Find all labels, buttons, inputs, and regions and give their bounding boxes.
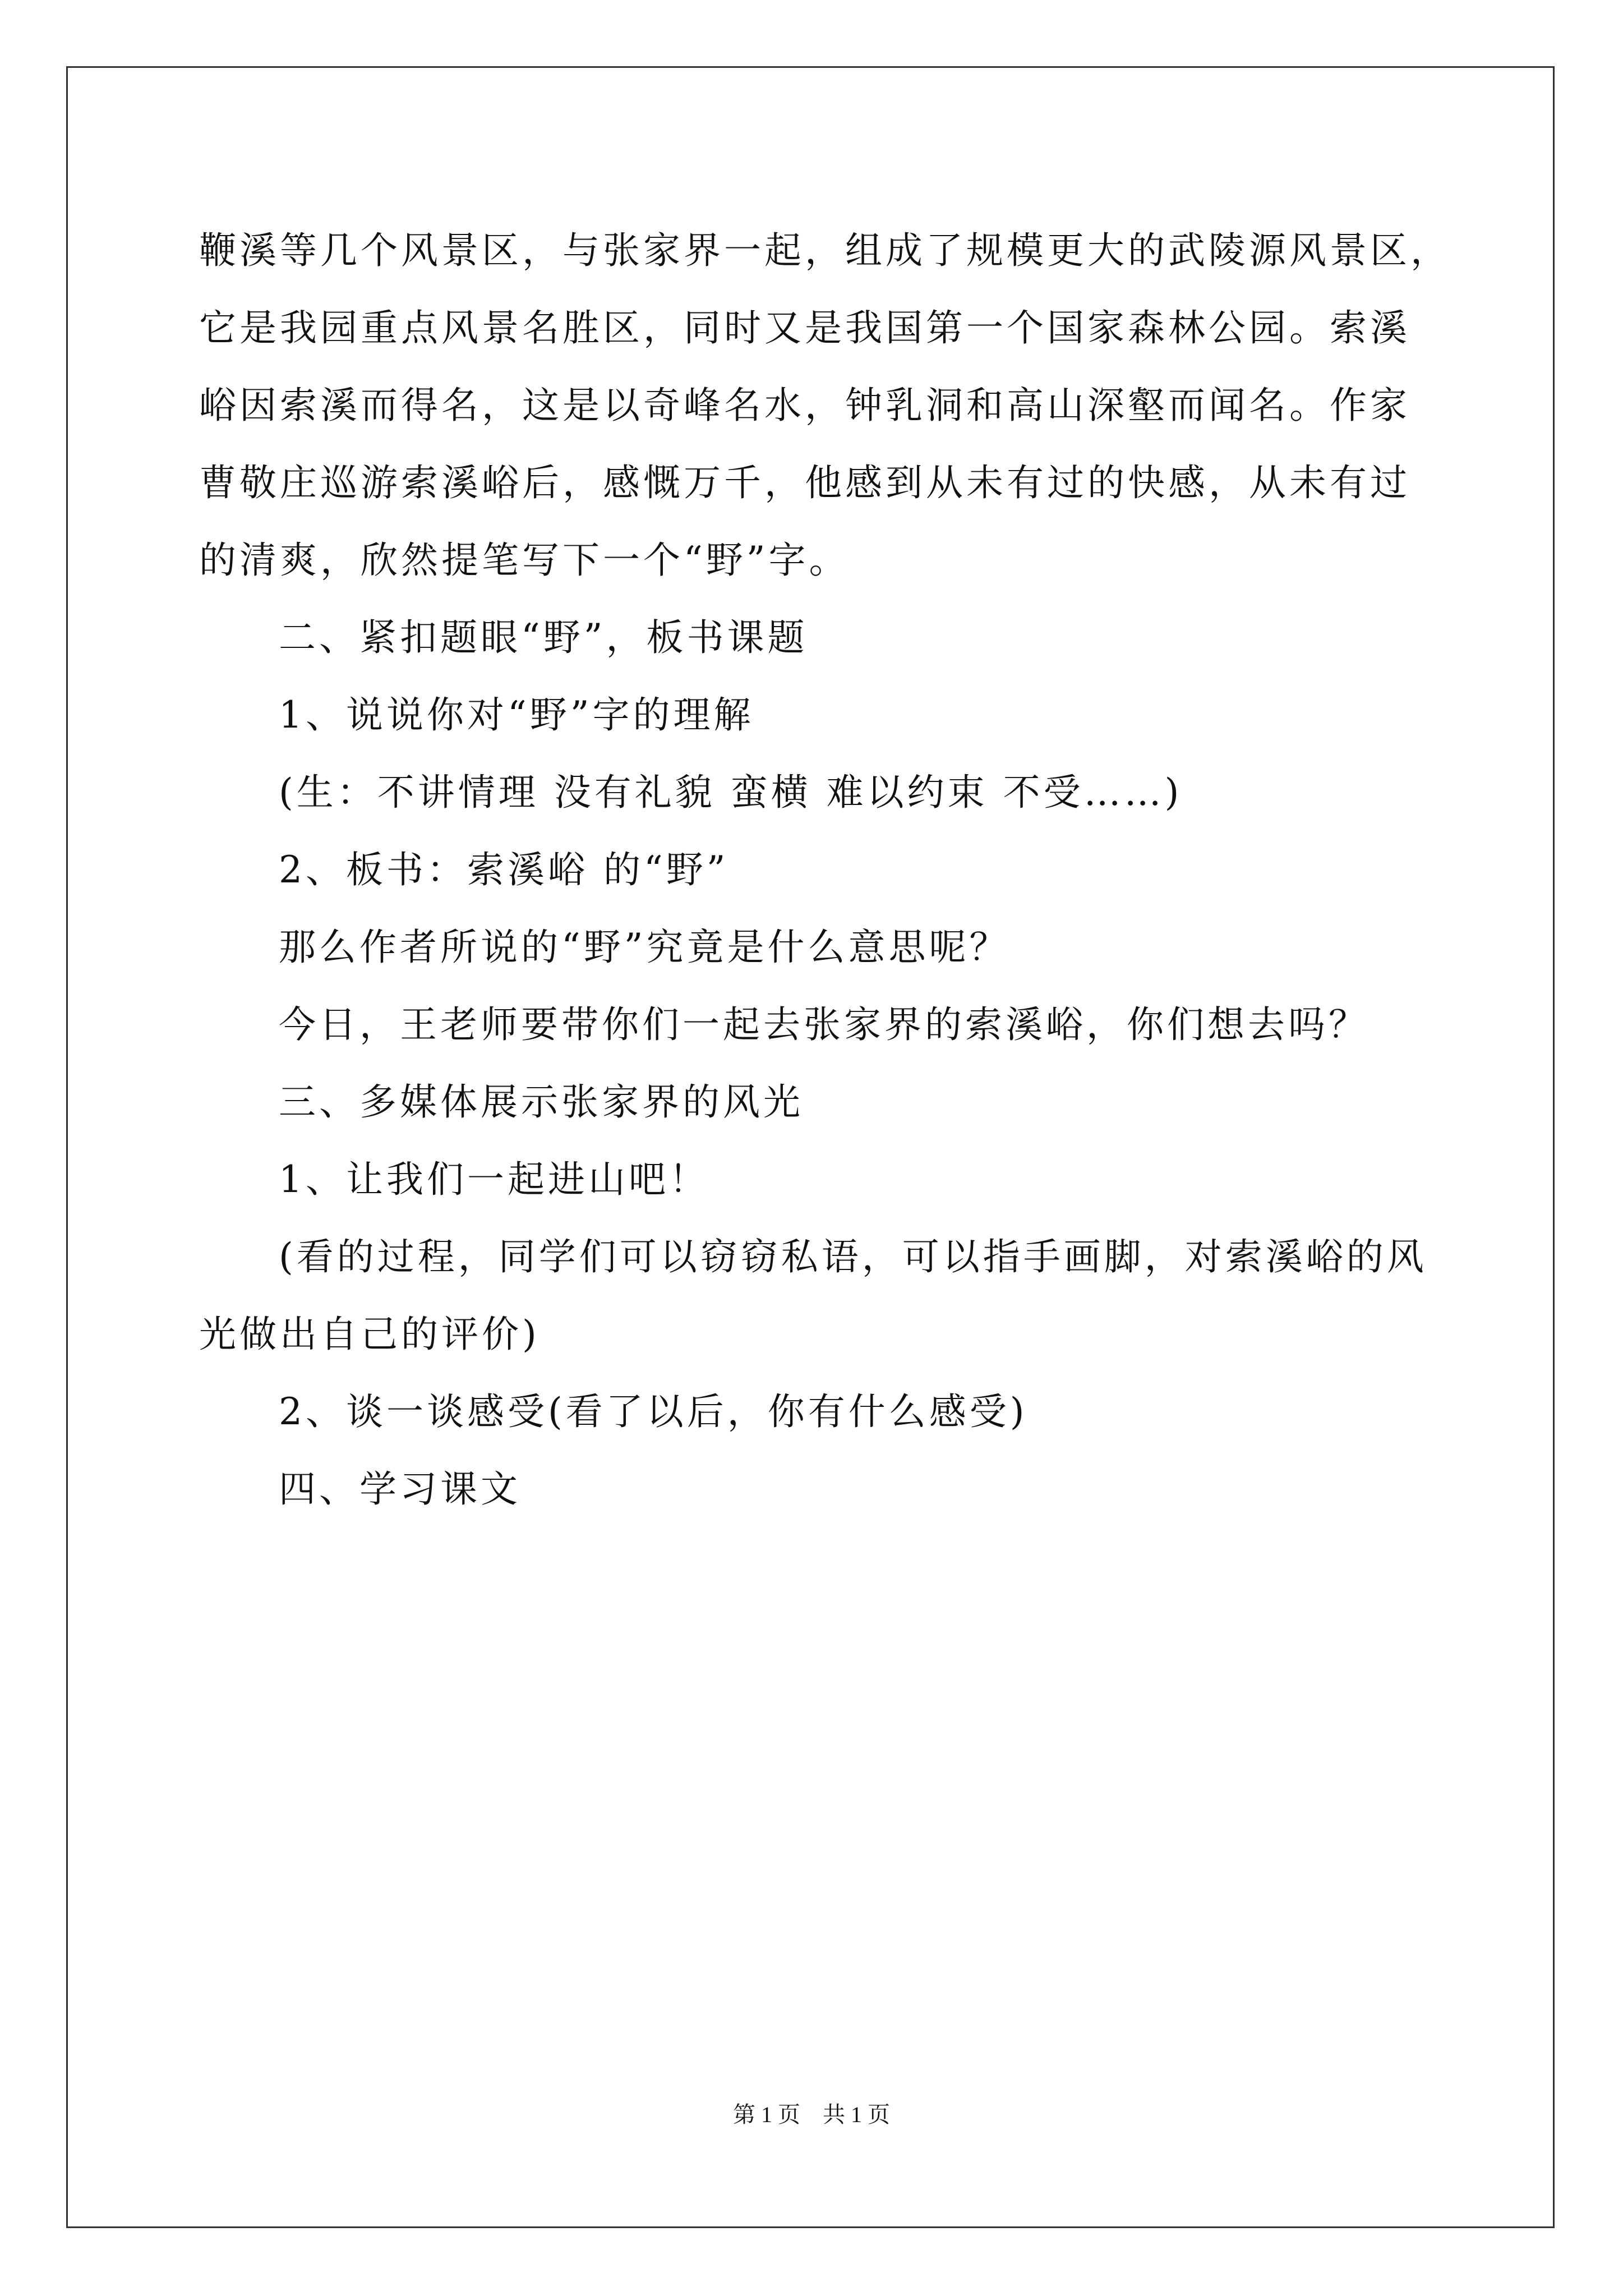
text-line: 的清爽，欣然提笔写下一个“野”字。 <box>199 539 850 582</box>
paragraph: 今日，王老师要带你们一起去张家界的索溪峪，你们想去吗？ <box>279 1003 1369 1046</box>
paragraph: (看的过程，同学们可以窃窃私语，可以指手画脚，对索溪峪的风 <box>279 1235 1427 1278</box>
list-item: 2、板书：索溪峪 的“野” <box>279 848 729 891</box>
text-line: 鞭溪等几个风景区，与张家界一起，组成了规模更大的武陵源风景区， <box>199 229 1451 272</box>
text-line: 光做出自己的评价) <box>199 1313 540 1356</box>
text-line: 峪因索溪而得名，这是以奇峰名水，钟乳洞和高山深壑而闻名。作家 <box>199 384 1410 427</box>
list-item: 1、让我们一起进山吧！ <box>279 1158 709 1201</box>
document-body <box>199 212 1461 1528</box>
paragraph: 那么作者所说的“野”究竟是什么意思呢？ <box>279 926 1010 969</box>
list-item: 2、谈一谈感受(看了以后，你有什么感受) <box>279 1390 1028 1433</box>
page-footer: 第 1 页 共 1 页 <box>733 2102 890 2127</box>
section-heading-3: 三、多媒体展示张家界的风光 <box>279 1080 804 1124</box>
student-answer-note: (生：不讲情理 没有礼貌 蛮横 难以约束 不受……) <box>279 771 1183 814</box>
section-heading-4: 四、学习课文 <box>279 1467 521 1511</box>
text-line: 它是我园重点风景名胜区，同时又是我国第一个国家森林公园。索溪 <box>199 306 1410 349</box>
list-item: 1、说说你对“野”字的理解 <box>279 693 754 737</box>
section-heading-2: 二、紧扣题眼“野”，板书课题 <box>279 616 808 659</box>
text-line: 曹敬庄巡游索溪峪后，感慨万千，他感到从未有过的快感，从未有过 <box>199 461 1410 504</box>
